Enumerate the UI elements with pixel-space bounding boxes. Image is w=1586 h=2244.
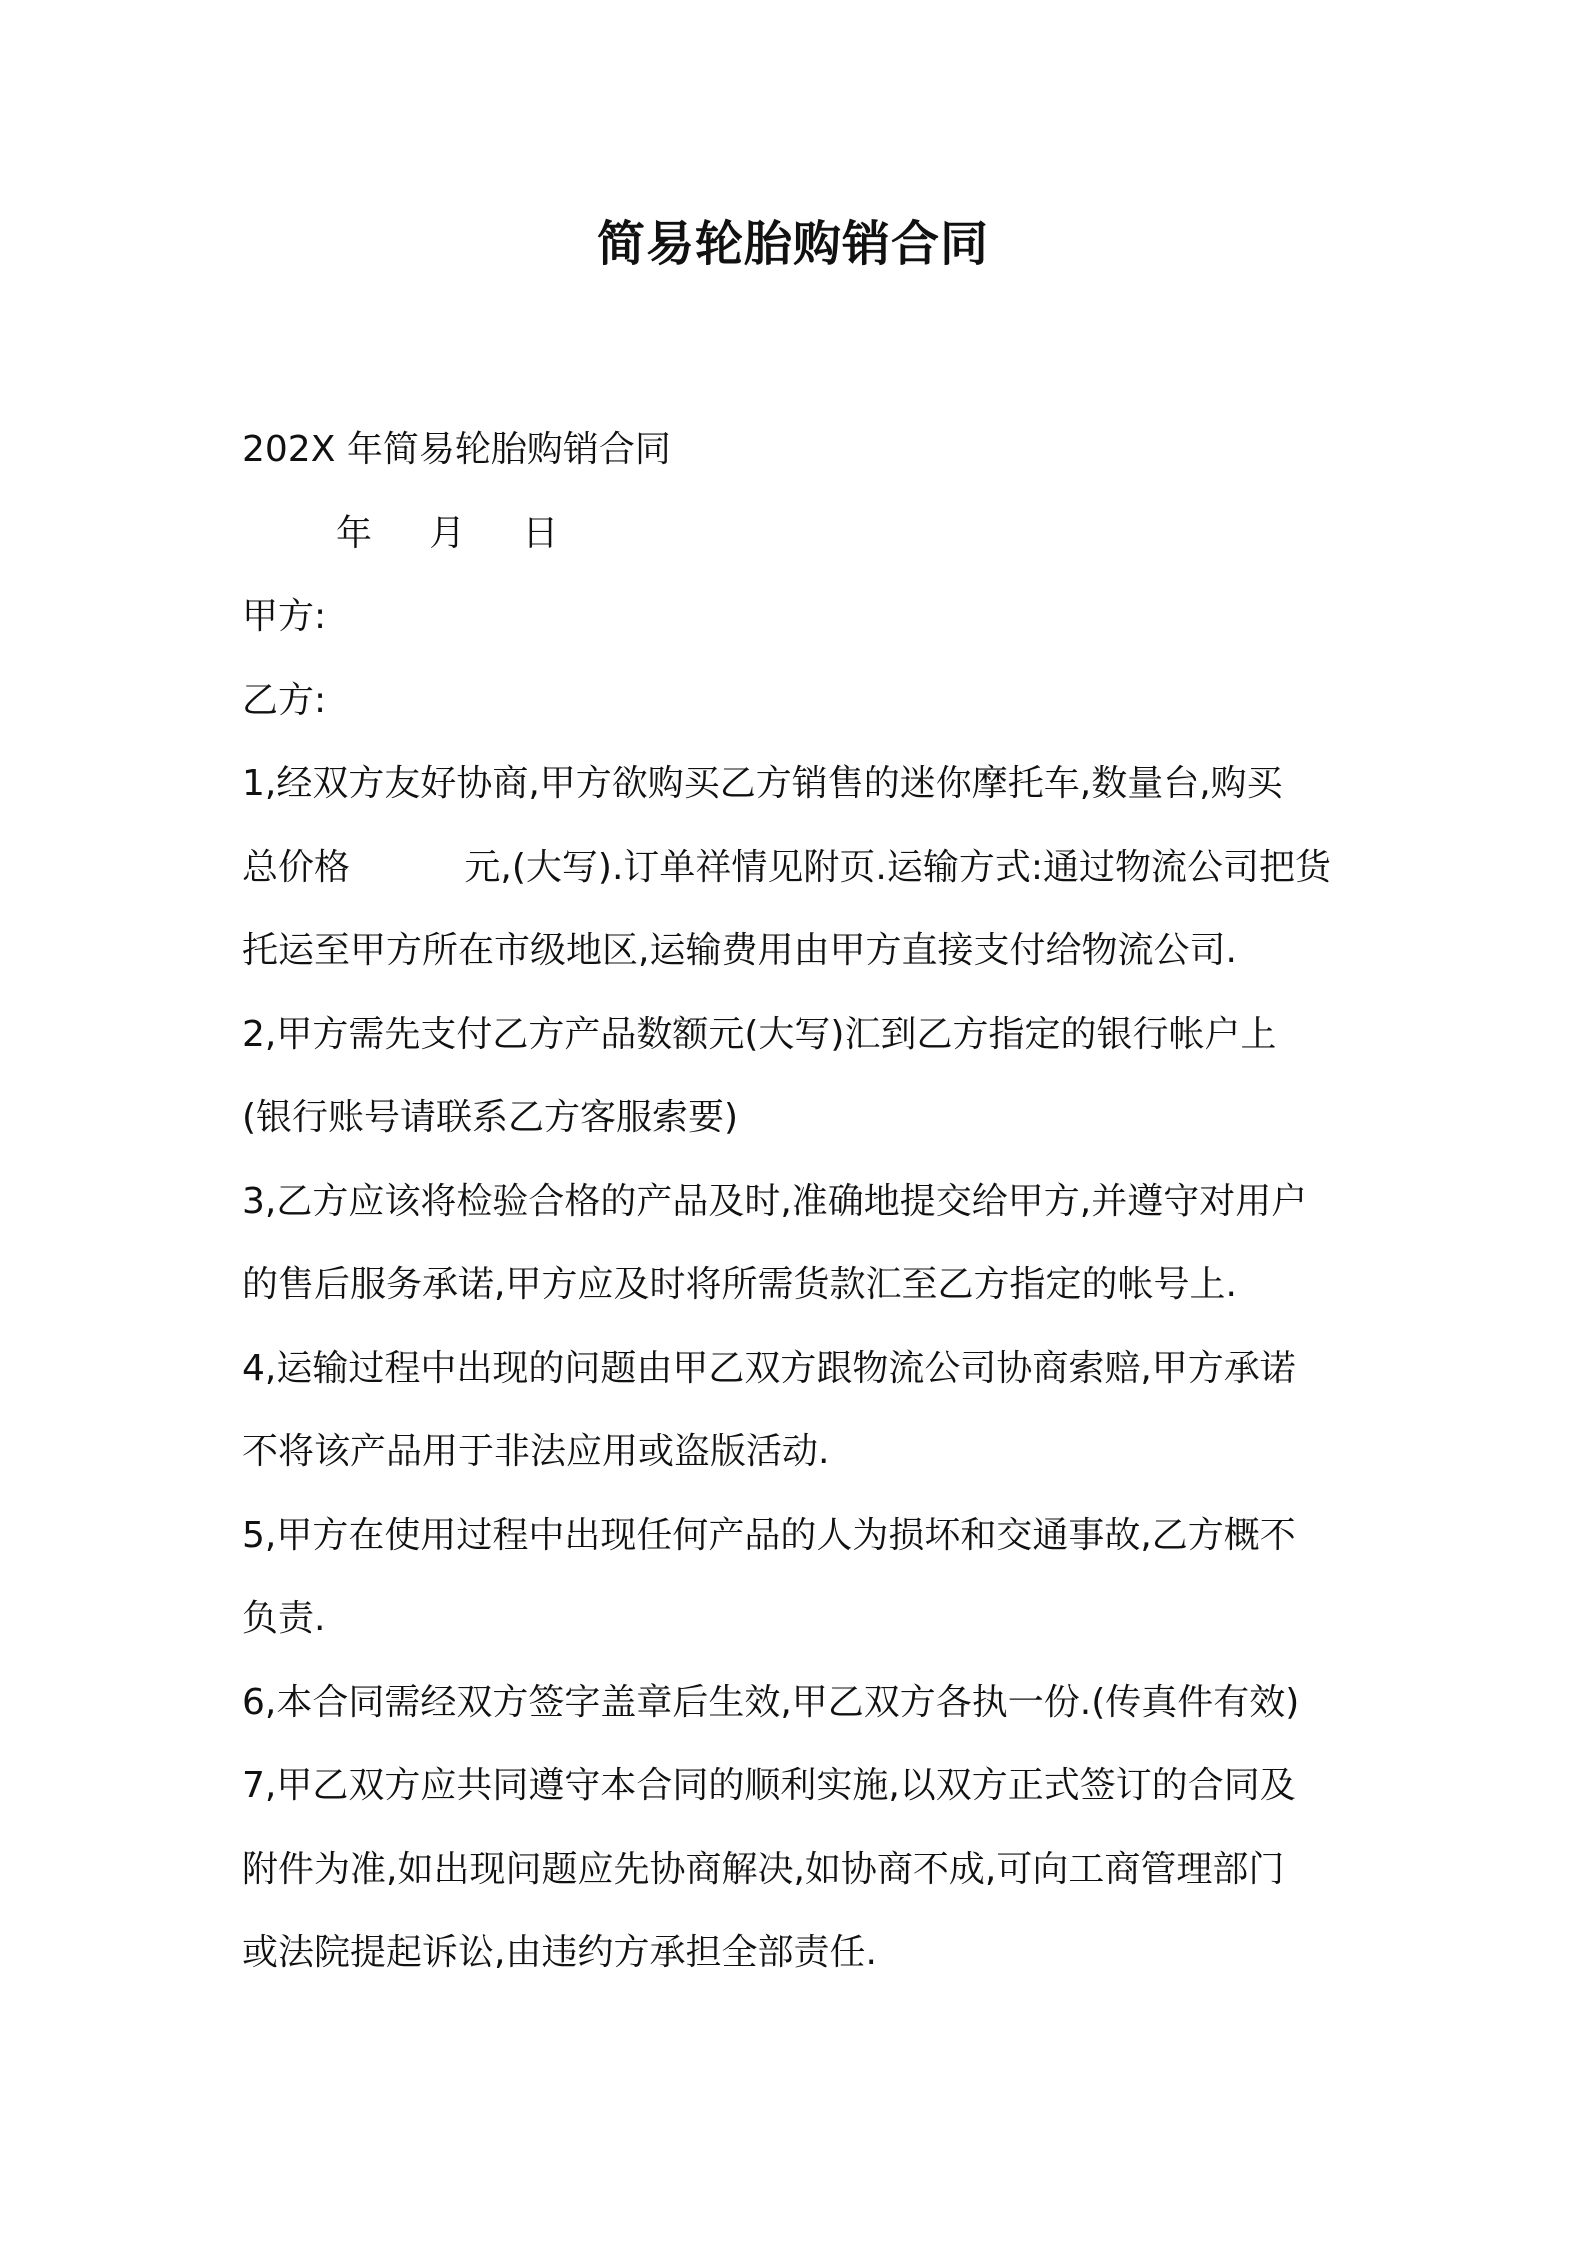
party-b-line: 乙方: bbox=[242, 679, 327, 721]
clause-7-line-1: 7,甲乙双方应共同遵守本合同的顺利实施,以双方正式签订的合同及 bbox=[242, 1765, 1296, 1806]
clause-3-line-2: 的售后服务承诺,甲方应及时将所需货款汇至乙方指定的帐号上. bbox=[242, 1264, 1237, 1305]
clause-6-line-1: 6,本合同需经双方签字盖章后生效,甲乙双方各执一份.(传真件有效) bbox=[242, 1681, 1300, 1723]
clause-5-line-1: 5,甲方在使用过程中出现任何产品的人为损坏和交通事故,乙方概不 bbox=[242, 1514, 1296, 1556]
party-a-line: 甲方: bbox=[242, 596, 327, 637]
date-line: 年 月 日 bbox=[336, 512, 559, 554]
clause-2-line-2: (银行账号请联系乙方客服索要) bbox=[242, 1097, 739, 1138]
clause-1-line-1: 1,经双方友好协商,甲方欲购买乙方销售的迷你摩托车,数量台,购买 bbox=[242, 763, 1283, 804]
clause-3-line-1: 3,乙方应该将检验合格的产品及时,准确地提交给甲方,并遵守对用户 bbox=[242, 1180, 1308, 1222]
clause-4-line-1: 4,运输过程中出现的问题由甲乙双方跟物流公司协商索赔,甲方承诺 bbox=[242, 1347, 1296, 1389]
clause-2-line-1: 2,甲方需先支付乙方产品数额元(大写)汇到乙方指定的银行帐户上 bbox=[242, 1013, 1277, 1055]
document-body bbox=[242, 408, 1362, 1995]
clause-1-line-3: 托运至甲方所在市级地区,运输费用由甲方直接支付给物流公司. bbox=[242, 930, 1237, 971]
clause-1-line-2: 总价格 元,(大写).订单祥情见附页.运输方式:通过物流公司把货 bbox=[242, 846, 1331, 888]
subtitle-line: 202X 年简易轮胎购销合同 bbox=[242, 429, 671, 470]
clause-7-line-3: 或法院提起诉讼,由违约方承担全部责任. bbox=[242, 1932, 877, 1973]
document-title: 简易轮胎购销合同 bbox=[596, 216, 989, 272]
clause-5-line-2: 负责. bbox=[242, 1598, 326, 1639]
clause-7-line-2: 附件为准,如出现问题应先协商解决,如协商不成,可向工商管理部门 bbox=[242, 1848, 1285, 1890]
clause-4-line-2: 不将该产品用于非法应用或盗版活动. bbox=[242, 1431, 830, 1472]
